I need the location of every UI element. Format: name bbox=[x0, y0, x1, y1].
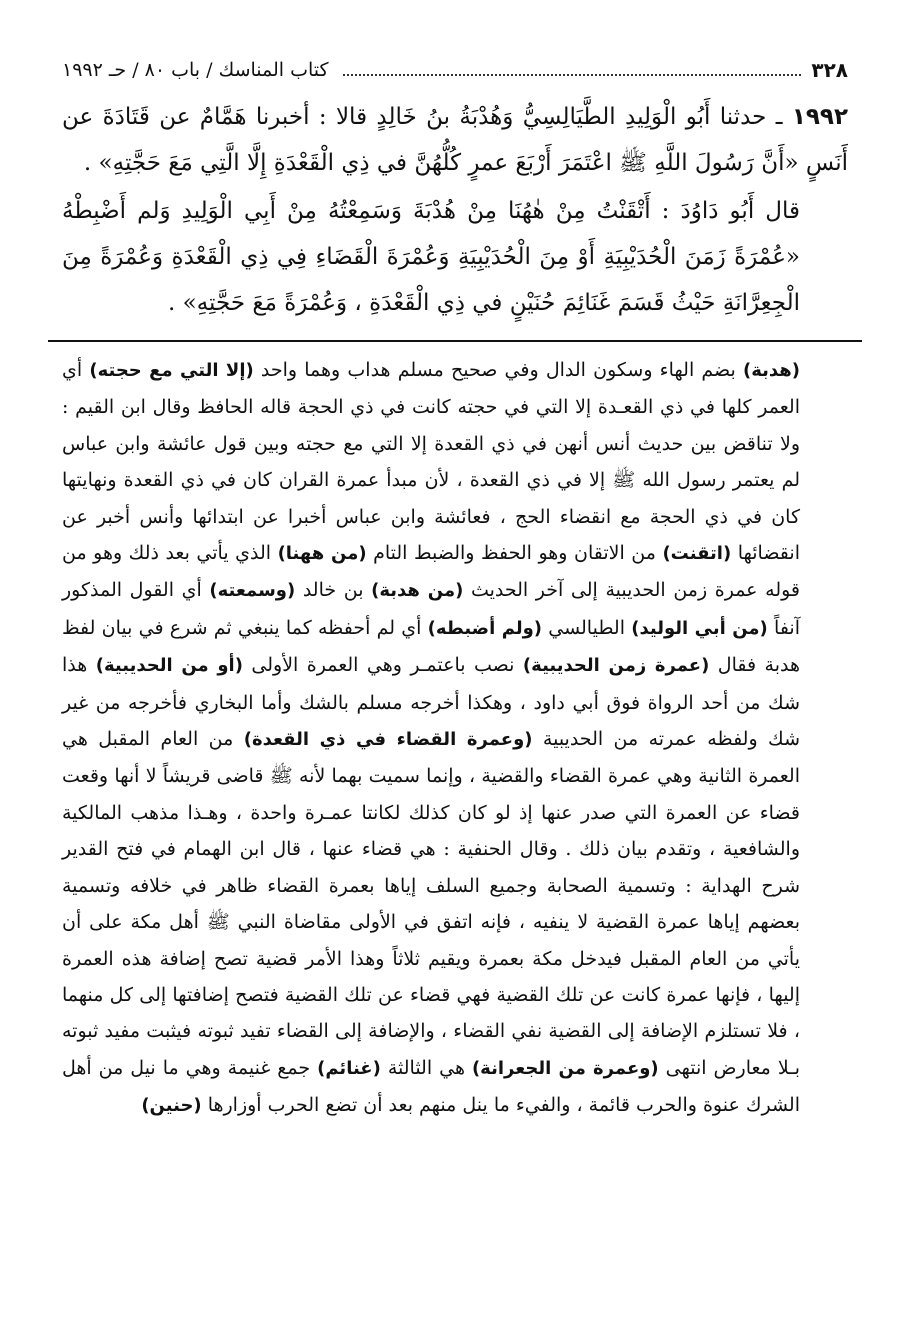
commentary-term: (من هدبة) bbox=[371, 580, 464, 602]
commentary-term: (اتقنت) bbox=[662, 543, 732, 565]
page-header bbox=[62, 50, 848, 84]
commentary-text: هي الثالثة bbox=[380, 1056, 472, 1079]
commentary-text: نصب باعتمـر وهي العمرة الأولى bbox=[242, 654, 523, 677]
running-title: كتاب المناسك / باب ٨٠ / حـ ١٩٩٢ bbox=[62, 59, 329, 81]
page-number: ٣٢٨ bbox=[811, 58, 848, 82]
commentary-text: أي لم أحفظه كما ينبغي ثم شرع في بيان لفظ هدبة فقال bbox=[62, 616, 800, 677]
commentary-term: (وسمعته) bbox=[209, 580, 296, 602]
commentary-text: من العام المقبل هي العمرة الثانية وهي عمرة القضاء والقضية ، وإنما سميت بهما لأنه ﷺ قاضى قريشاً لا أنها وقعت قضاء عن العمرة التي صدر عنها إذ لو كان كذلك لكانتا عمـرة واحدة ، وهـذا مذهب المالكية والشافعية ، وتقدم بيان ذلك . وقال الحنفية : هي قضاء عنها ، قال ابن الهمام في فتح القدير شرح الهداية : وتسمية الصحابة وجميع السلف إياها بعمرة القضاء ظاهر في خلافه وتسمية بعضهم إياها عمرة القضية لا ينفيه ، فإنه اتفق في الأولى مقاضاة النبي ﷺ أهل مكة على أن يأتي من العام المقبل فيدخل مكة بعمرة ويقيم ثلاثاً وهذا الأمر قضية تصح إضافة هذه العمرة إليها ، فإنها عمرة كانت عن تلك القضية فهي قضاء عن تلك القضية فتصح إضافتها إلى كل منهما ، فلا تستلزم الإضافة إلى القضية نفي القضاء ، والإضافة إلى القضاء تفيد ثبوته فيثبت مفيد ثبوته بـلا معارض انتهى bbox=[62, 728, 801, 1079]
commentary-text: هذا شك من أحد الرواة فوق أبي داود ، وهكذا أخرجه مسلم بالشك وأما البخاري فأخرجه من غير شك ولفظه عمرته من الحديبية bbox=[62, 654, 800, 751]
commentary-text: الطيالسي bbox=[542, 616, 632, 639]
commentary-term: (ولم أضبطه) bbox=[427, 617, 542, 639]
commentary-text: بن خالد bbox=[295, 579, 372, 602]
hadith-number: ١٩٩٢ bbox=[791, 104, 848, 130]
commentary-term: (حنين) bbox=[141, 1095, 202, 1117]
commentary-term: (هدبة) bbox=[742, 360, 800, 381]
commentary-term: (عمرة زمن الحديبية) bbox=[522, 655, 710, 677]
book-page bbox=[62, 50, 848, 1125]
commentary-text: أي العمر كلها في ذي القعـدة إلا التي في حجته كانت في ذي الحجة قاله الحافظ وقال ابن القيم : ولا تناقض بين حديث أنس أنهن في ذي القعدة إلا التي مع حجته وبين قول عائشة وابن عباس لم يعتمر رسول الله ﷺ إلا في ذي القعدة ، لأن مبدأ عمرة القران كان في ذي القعدة ونهايتها كان في ذي الحجة مع انقضاء الحج ، فعائشة وابن عباس أخبرا عن ابتدائها وأنس أخبر عن انقضائها bbox=[62, 359, 800, 565]
commentary bbox=[62, 352, 848, 1125]
commentary-term: (أو من الحديبية) bbox=[95, 655, 243, 677]
commentary-term: (وعمرة من الجعرانة) bbox=[471, 1057, 659, 1079]
commentary-paragraph bbox=[62, 352, 848, 1125]
commentary-text: الذي يأتي بعد ذلك وهو من قوله عمرة زمن الحديبية إلى آخر الحديث bbox=[62, 542, 801, 602]
commentary-text: جمع غنيمة وهي ما نيل من أهل الشرك عنوة والحرب قائمة ، والفيء ما ينل منهم بعد أن تضع الحرب أوزارها bbox=[62, 1056, 800, 1117]
commentary-term: (إلا التي مع حجته) bbox=[89, 360, 254, 381]
hadith-text bbox=[62, 94, 848, 326]
commentary-text: من الاتقان وهو الحفظ والضبط التام bbox=[366, 542, 663, 565]
dotted-leader bbox=[343, 74, 802, 76]
commentary-term: (وعمرة القضاء في ذي القعدة) bbox=[243, 729, 533, 751]
commentary-text: أي القول المذكور آنفاً bbox=[62, 579, 800, 639]
footnote-divider bbox=[48, 340, 862, 342]
commentary-term: (من ههنا) bbox=[277, 543, 367, 565]
commentary-text: بضم الهاء وسكون الدال وفي صحيح مسلم هداب وهما واحد bbox=[253, 359, 743, 381]
hadith-body: ـ حدثنا أَبُو الْوَلِيدِ الطَّيَالِسِيُّ وَهُدْبَةُ بنُ خَالِدٍ قالا : أخبرنا هَمَّامٌ عن قَتَادَةَ عن أَنَسٍ «أَنَّ رَسُولَ اللَّهِ ﷺ اعْتَمَرَ أَرْبَعَ عمرٍ كُلُّهُنَّ في ذِي الْقَعْدَةِ إِلَّا الَّتِي مَعَ حَجَّتِهِ» . bbox=[62, 104, 848, 176]
hadith-paragraph bbox=[62, 94, 848, 186]
abu-dawud-remark: قال أَبُو دَاوُدَ : أَتْقَنْتُ مِنْ هٰهُنَا مِنْ هُدْبَةَ وَسَمِعْتُهُ مِنْ أَبِي الْوَلِيدِ وَلم أَضْبِطْهُ «عُمْرَةً زَمَنَ الْحُدَيْبِيَةِ أَوْ مِنَ الْحُدَيْبِيَةِ وَعُمْرَةَ الْقَضَاءِ فِي ذِي الْقَعْدَةِ وَعُمْرَةً مِنَ الْجِعِرَّانَةِ حَيْثُ قَسَمَ غَنَائِمَ حُنَيْنٍ في ذِي الْقَعْدَةِ ، وَعُمْرَةً مَعَ حَجَّتِهِ» . bbox=[62, 198, 800, 316]
commentary-term: (غنائم) bbox=[317, 1057, 381, 1079]
commentary-term: (من أبي الوليد) bbox=[631, 617, 768, 639]
